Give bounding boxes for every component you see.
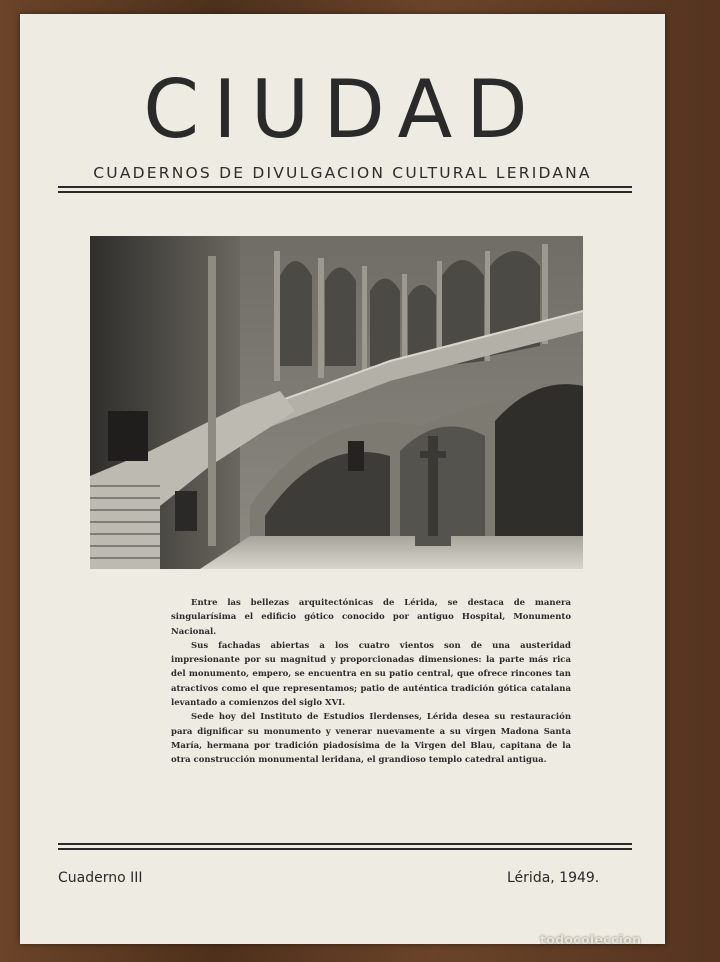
double-rule-top: [58, 186, 632, 193]
paragraph: Sus fachadas abiertas a los cuatro vientos son de una austeridad impresionante por su magnitud y proporcionadas dimensiones: la parte más rica del monumento, empero, se encuentra en su patio central, que ofrece rincones tan atractivos como el que representamos; patio de auténtica tradición gótica catalana levantado a comienzos del siglo XVI.: [171, 640, 571, 709]
masthead-subtitle: CUADERNOS DE DIVULGACION CULTURAL LERIDANA: [93, 164, 592, 182]
issue-number: Cuaderno III: [58, 870, 143, 886]
place-date: Lérida, 1949.: [507, 870, 600, 886]
double-rule-bottom: [58, 843, 632, 850]
article-text: [171, 596, 571, 768]
document-page: [20, 14, 665, 944]
watermark-logo: todocoleccion: [540, 932, 642, 947]
courtyard-photograph: [90, 236, 583, 569]
paragraph: Entre las bellezas arquitectónicas de Lérida, se destaca de manera singularísima el edificio gótico conocido por antiguo Hospital, Monumento Nacional.: [171, 598, 571, 637]
masthead-title: CIUDAD: [143, 63, 542, 156]
paragraph: Sede hoy del Instituto de Estudios Ilerdenses, Lérida desea su restauración para dignificar su monumento y venerar nuevamente a su virgen Madona Santa María, hermana por tradición piadosísima de la Virgen del Blau, capitana de la otra construcción monumental leridana, el grandioso templo catedral antigua.: [171, 712, 571, 766]
